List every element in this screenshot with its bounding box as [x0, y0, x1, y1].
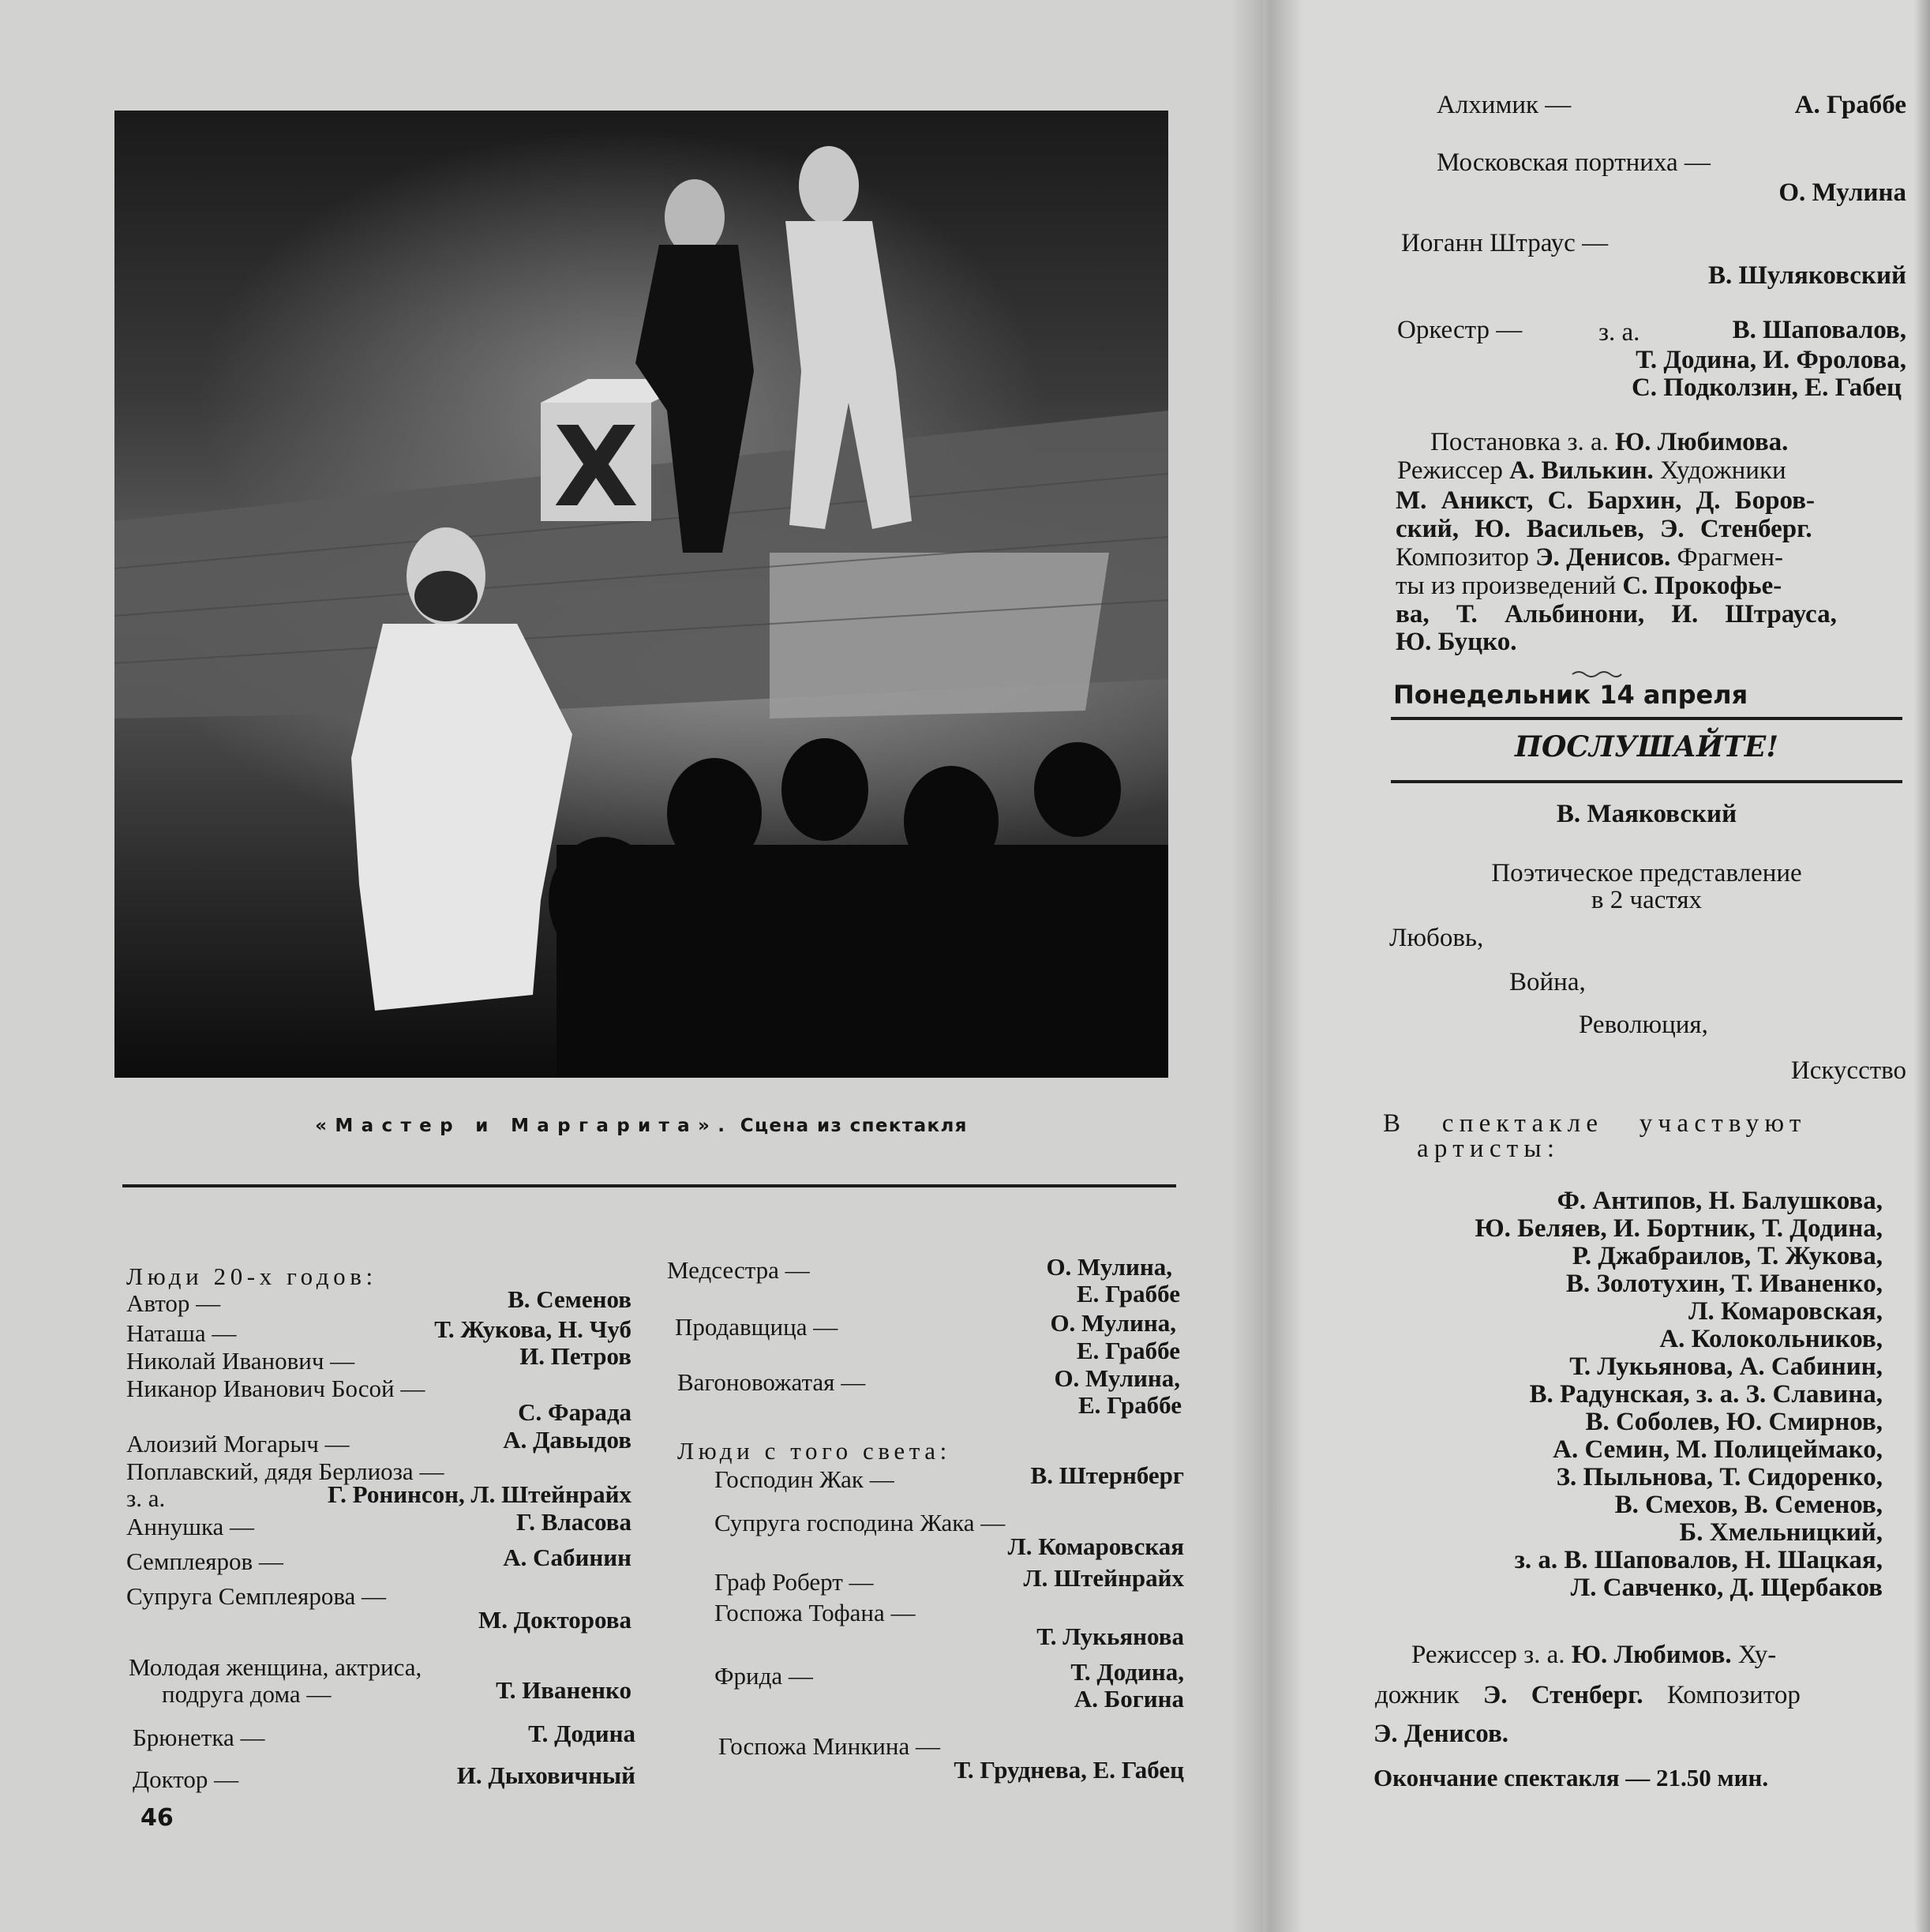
role-name: Иоганн Штраус — [1401, 229, 1609, 257]
caption-subtitle: Сцена из спектакля [740, 1116, 968, 1136]
role-name-continued: подруга дома — [162, 1680, 332, 1708]
ornament-tilde [1571, 668, 1623, 677]
credits-line [1430, 430, 1788, 456]
role-name: Вагоновожатая — [677, 1368, 866, 1396]
role-name: Продавщица — [675, 1313, 838, 1341]
role-name: Никанор Иванович Босой — [126, 1375, 425, 1402]
credits-name: Ю. Любимова. [1615, 428, 1789, 456]
credits-line [1375, 1683, 1801, 1709]
actor-name: Е. Граббе [1077, 1391, 1182, 1419]
credits-name: Э. Денисов. [1535, 543, 1671, 572]
actor-name: В. Шаповалов, [1732, 316, 1906, 344]
cast-line: Б. Хмельницкий, [1679, 1518, 1883, 1547]
actor-name: Т. Груднева, Е. Габец [954, 1756, 1184, 1784]
cast-line: В. Соболев, Ю. Смирнов, [1585, 1408, 1883, 1436]
actor-name: Г. Власова [515, 1508, 631, 1536]
group-heading-other-world: Люди с того света: [677, 1437, 951, 1465]
role-name: Алоизий Могарыч — [126, 1430, 350, 1457]
credits-text: Фрагмен- [1670, 543, 1784, 572]
credits-line [1396, 573, 1782, 599]
role-name: Госпожа Минкина — [718, 1732, 940, 1760]
actor-name: О. Мулина, [1050, 1309, 1176, 1337]
credits-text: дожник [1375, 1681, 1483, 1709]
role-name: Алхимик — [1437, 91, 1572, 119]
actor-prefix: з. а. [1598, 318, 1640, 347]
actor-name: Е. Граббе [1076, 1280, 1180, 1307]
caption-rule [122, 1184, 1176, 1187]
cast-line: Л. Комаровская, [1688, 1297, 1883, 1326]
cube-letter: Х [553, 403, 639, 532]
role-name: Семплеяров — [126, 1547, 283, 1575]
stage-photo-drawing [114, 111, 1168, 1078]
actor-name: Т. Додина [528, 1720, 635, 1747]
actor-name: Л. Комаровская [1007, 1532, 1184, 1560]
credits-line [1396, 545, 1783, 571]
credits-name: Э. Денисов. [1373, 1720, 1509, 1748]
actor-name: О. Мулина, [1054, 1364, 1180, 1392]
credits-line [1411, 1642, 1776, 1668]
theme-item: Война, [1509, 968, 1586, 996]
page-number: 46 [141, 1804, 174, 1832]
actor-name: В. Штернберг [1030, 1461, 1184, 1489]
credits-line [1373, 1721, 1508, 1747]
actor-name: А. Богина [1074, 1685, 1184, 1713]
actor-name: О. Мулина, [1046, 1253, 1172, 1281]
credits-text: Композитор [1396, 543, 1536, 572]
cast-line: Р. Джабраилов, Т. Жукова, [1572, 1242, 1883, 1270]
show-author: В. Маяковский [1556, 800, 1737, 828]
cast-line: А. Семин, М. Полицеймако, [1553, 1435, 1883, 1464]
role-name: Николай Иванович — [126, 1347, 355, 1375]
role-name: Граф Роберт — [714, 1568, 874, 1596]
heading-rule-bottom [1391, 780, 1902, 783]
credits-name: А. Вилькин. [1509, 456, 1654, 485]
role-name: Оркестр — [1397, 316, 1523, 344]
actor-name: Т. Додина, И. Фролова, [1636, 346, 1906, 374]
credits-line: Ю. Буцко. [1396, 628, 1517, 656]
performance-end: Окончание спектакля — 21.50 мин. [1373, 1764, 1769, 1791]
cast-line: В. Смехов, В. Семенов, [1614, 1491, 1883, 1519]
book-spine [1231, 0, 1302, 1932]
credits-text: Ху- [1731, 1641, 1777, 1669]
stage-photo [114, 111, 1168, 1078]
cast-line: Л. Савченко, Д. Щербаков [1570, 1574, 1883, 1602]
group-heading-20s: Люди 20-х годов: [126, 1262, 377, 1290]
actor-name: Т. Жукова, Н. Чуб [434, 1315, 631, 1343]
cast-heading: В спектакле участвуют [1383, 1109, 1807, 1138]
cast-line: В. Радунская, з. а. З. Славина, [1529, 1380, 1883, 1409]
actor-name: В. Шуляковский [1708, 261, 1906, 290]
credits-text: Режиссер [1397, 456, 1510, 485]
credits-line [1397, 458, 1786, 484]
actor-name: И. Дыховичный [456, 1761, 635, 1789]
genre-line: Поэтическое представление [1491, 859, 1802, 887]
role-name: Наташа — [126, 1319, 237, 1347]
role-name: Фрида — [714, 1662, 813, 1690]
cast-line: В. Золотухин, Т. Иваненко, [1565, 1270, 1883, 1298]
role-name: Доктор — [133, 1765, 239, 1793]
actor-prefix: з. а. [126, 1484, 166, 1512]
credits-text: Художники [1653, 456, 1786, 485]
stage-platform [770, 553, 1109, 718]
role-name: Брюнетка — [133, 1724, 265, 1751]
cast-line: Ю. Беляев, И. Бортник, Т. Додина, [1475, 1214, 1883, 1243]
cast-line: А. Колокольников, [1659, 1325, 1883, 1353]
cast-line: з. а. В. Шаповалов, Н. Шацкая, [1514, 1546, 1883, 1574]
cast-line: Ф. Антипов, Н. Балушкова, [1557, 1187, 1883, 1215]
actor-name: Т. Додина, [1070, 1658, 1184, 1686]
heading-rule-top [1391, 717, 1902, 720]
role-name: Госпожа Тофана — [714, 1599, 916, 1626]
credits-name: С. Прокофье- [1622, 572, 1782, 600]
credits-text: ты из произведений [1396, 572, 1623, 600]
actor-name: О. Мулина [1778, 178, 1906, 207]
actor-name: И. Петров [519, 1342, 631, 1370]
role-name: Молодая женщина, актриса, [129, 1653, 422, 1681]
cast-heading: артисты: [1417, 1135, 1561, 1163]
role-name: Супруга господина Жака — [714, 1509, 1006, 1536]
genre-line: в 2 частях [1591, 886, 1703, 914]
page-edge [1914, 0, 1930, 1932]
theme-item: Любовь, [1389, 924, 1484, 952]
actor-name: А. Давыдов [503, 1426, 631, 1454]
audience [549, 738, 1168, 1078]
credits-line: ский, Ю. Васильев, Э. Стенберг. [1396, 515, 1812, 543]
actor-name: А. Сабинин [503, 1544, 631, 1571]
credits-line: М. Аникст, С. Бархин, Д. Боров- [1396, 486, 1815, 515]
actor-name: Л. Штейнрайх [1023, 1564, 1184, 1592]
actor-name: В. Семенов [508, 1285, 631, 1313]
actor-name: С. Подколзин, Е. Габец [1631, 373, 1902, 402]
theme-item: Революция, [1579, 1011, 1708, 1039]
credits-text: Режиссер з. а. [1411, 1641, 1572, 1669]
credits-text: Постановка з. а. [1430, 428, 1616, 456]
credits-name: Ю. Любимов. [1571, 1641, 1732, 1669]
role-name: Супруга Семплеярова — [126, 1582, 387, 1610]
actor-name: Т. Иваненко [496, 1676, 631, 1704]
credits-line: ва, Т. Альбинони, И. Штрауса, [1396, 600, 1837, 628]
actor-name: Г. Ронинсон, Л. Штейнрайх [327, 1480, 631, 1508]
actor-name: Т. Лукьянова [1036, 1623, 1184, 1650]
role-name: Поплавский, дядя Берлиоза — [126, 1457, 444, 1485]
caption-title: «Мастер и Маргарита». [315, 1116, 733, 1136]
actor-name: А. Граббе [1794, 91, 1906, 119]
actor-name: Е. Граббе [1076, 1337, 1180, 1364]
role-name: Господин Жак — [714, 1465, 894, 1493]
cast-line: Т. Лукьянова, А. Сабинин, [1569, 1352, 1883, 1381]
credits-name: Э. Стенберг. [1482, 1681, 1643, 1709]
credits-text: Композитор [1643, 1681, 1801, 1709]
day-heading: Понедельник 14 апреля [1393, 680, 1748, 710]
theme-item: Искусство [1790, 1056, 1906, 1085]
role-name: Московская портниха — [1437, 148, 1711, 177]
cast-line: З. Пыльнова, Т. Сидоренко, [1556, 1463, 1883, 1491]
show-title: ПОСЛУШАЙТЕ! [1514, 730, 1779, 763]
role-name: Медсестра — [667, 1256, 810, 1284]
role-name: Автор — [126, 1289, 221, 1317]
photo-caption [114, 1116, 1168, 1136]
actor-name: С. Фарада [518, 1398, 631, 1426]
role-name: Аннушка — [126, 1513, 255, 1540]
actor-name: М. Докторова [478, 1606, 631, 1634]
